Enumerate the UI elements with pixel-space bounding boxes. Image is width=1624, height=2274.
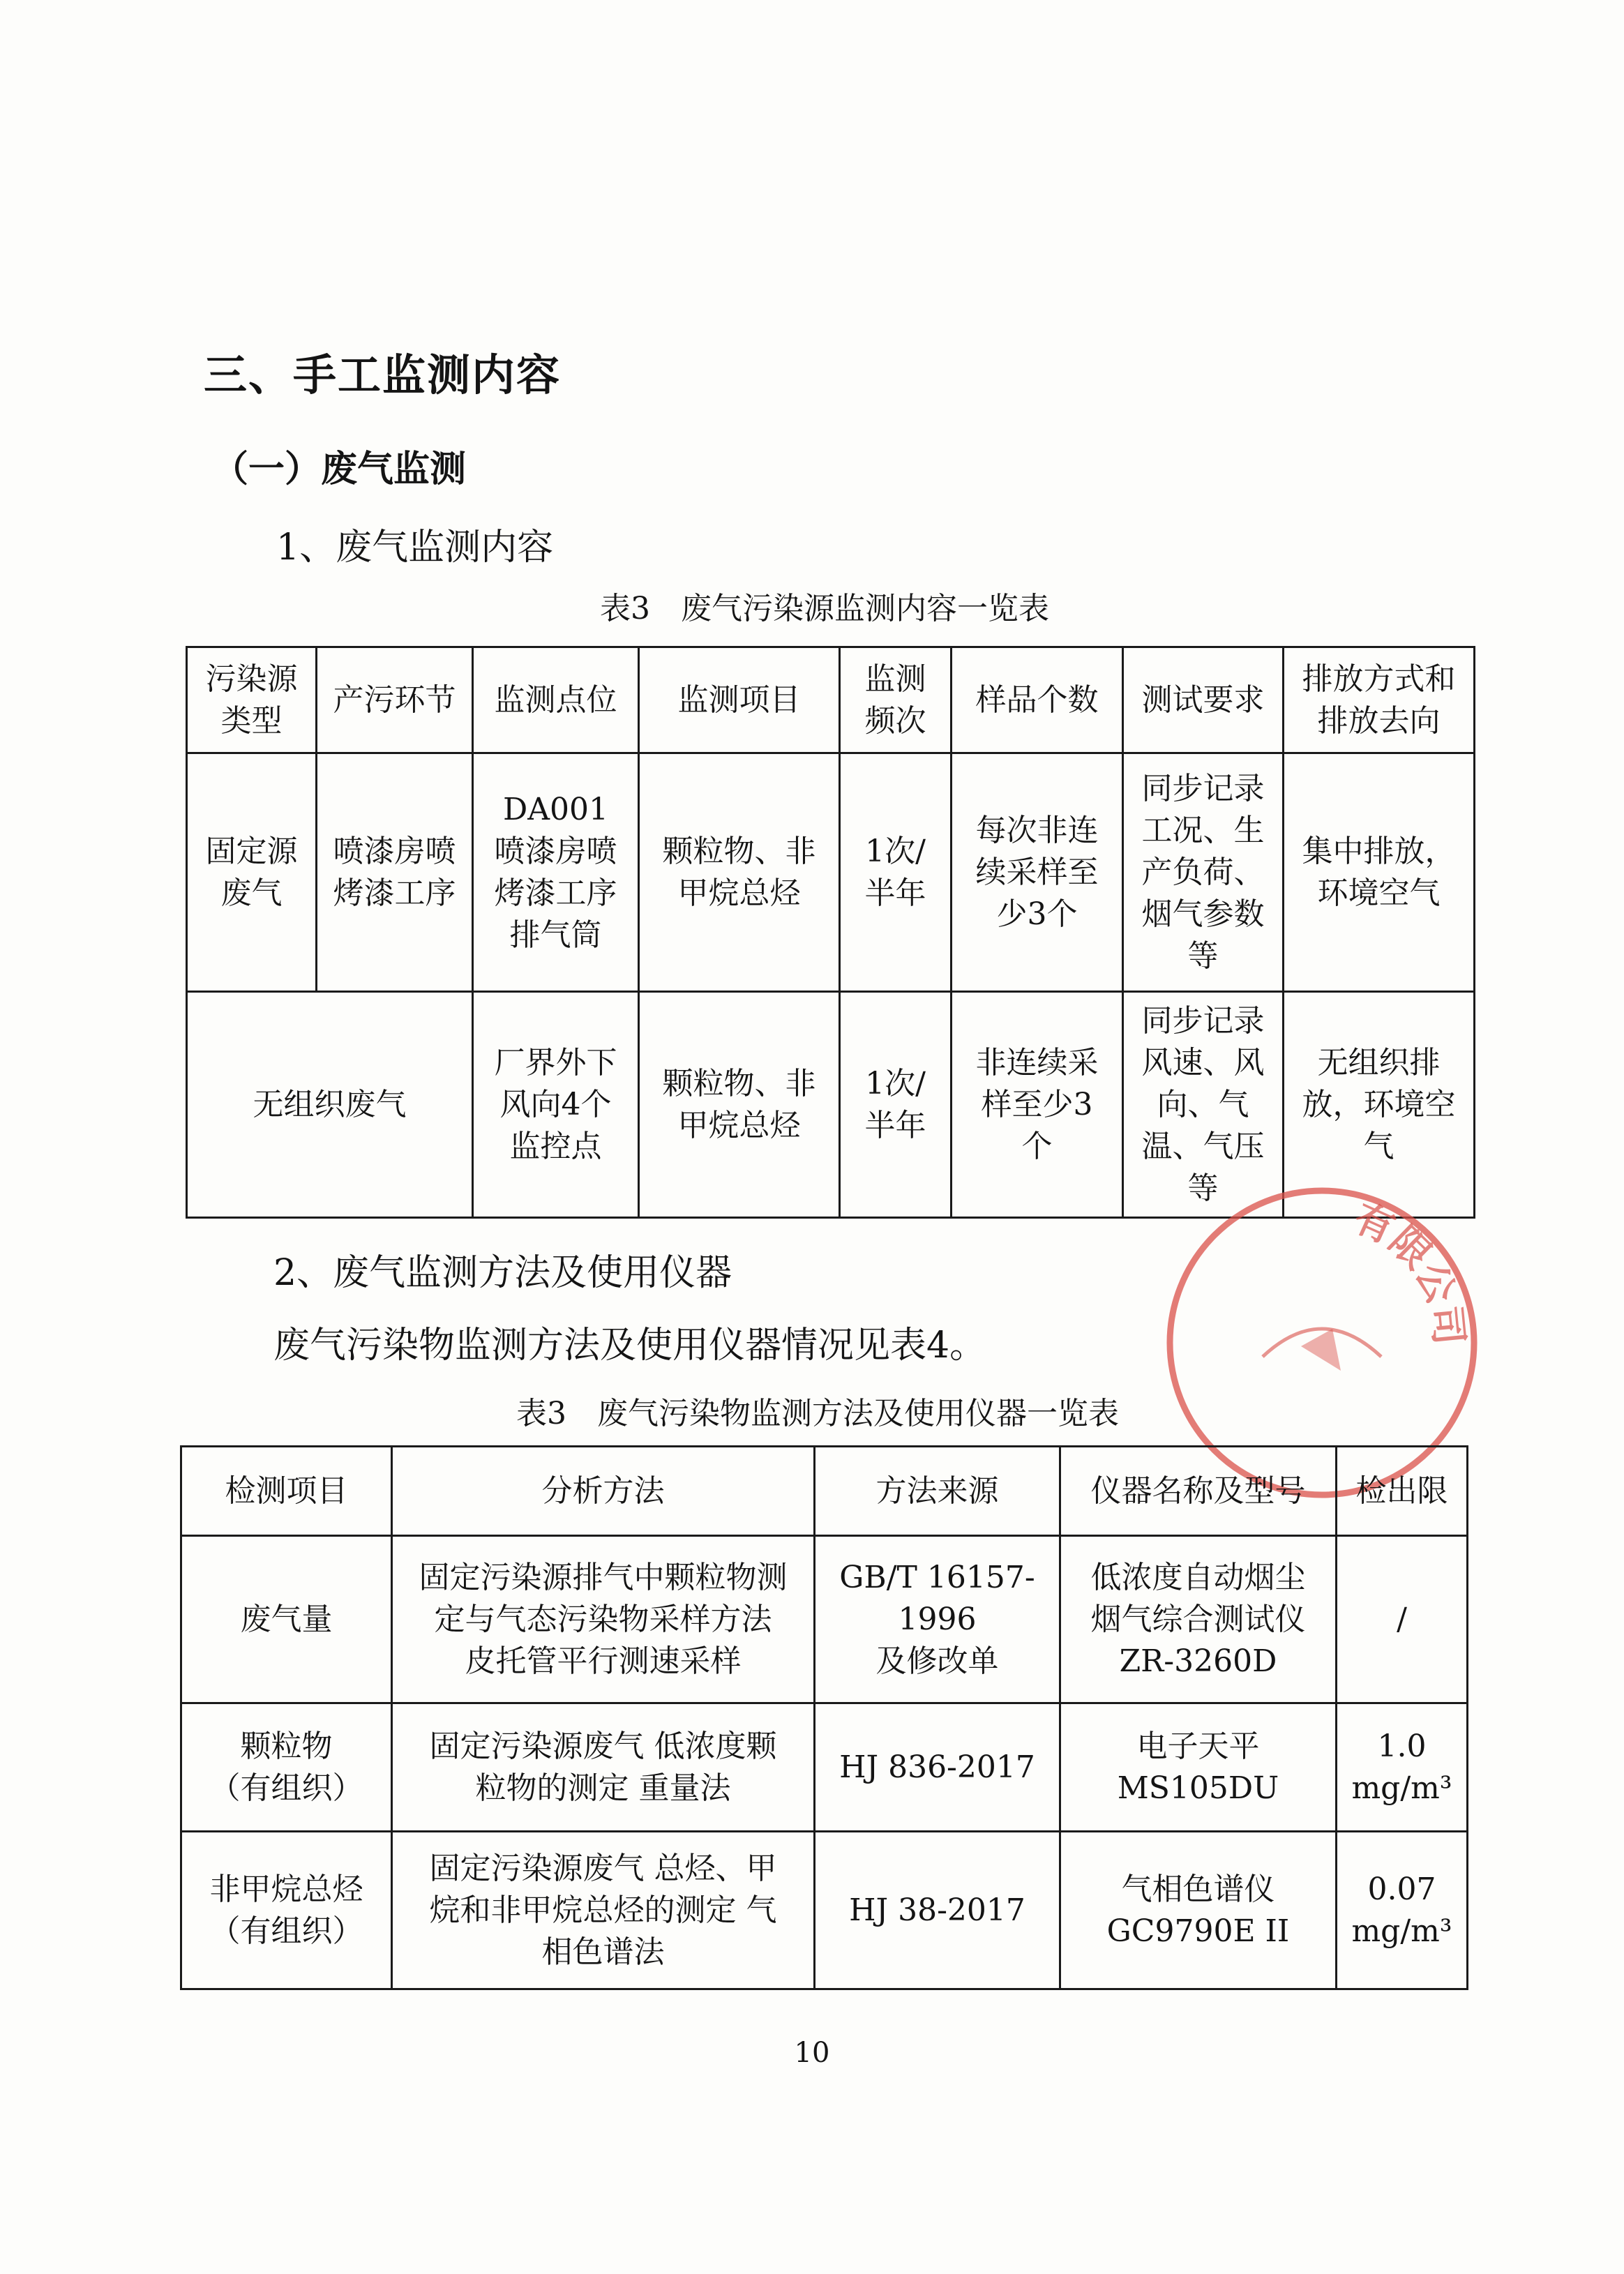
page-number: 10 [794,2037,830,2069]
table-row [181,1536,1468,1703]
source-type-cell: 无组织废气 [187,992,473,1218]
table1-header-row [187,647,1475,753]
instrument-cell: 气相色谱仪 GC9790E II [1060,1832,1337,1989]
table2-header-cell: 分析方法 [392,1447,815,1536]
table2-header-cell: 检出限 [1337,1447,1468,1536]
table-row [181,1703,1468,1832]
limit-cell: / [1337,1536,1468,1703]
requirements-cell: 同步记录 风速、风 向、气 温、气压 等 [1123,992,1284,1218]
method-cell: 固定污染源废气 总烃、甲 烷和非甲烷总烃的测定 气 相色谱法 [392,1832,815,1989]
table1-header-cell: 监测点位 [473,647,639,753]
method-cell: 固定污染源废气 低浓度颗 粒物的测定 重量法 [392,1703,815,1832]
discharge-cell: 无组织排 放，环境空 气 [1284,992,1475,1218]
items-cell: 颗粒物、非 甲烷总烃 [639,753,840,992]
item-cell: 非甲烷总烃 （有组织） [181,1832,392,1989]
item-cell: 颗粒物 （有组织） [181,1703,392,1832]
table1-header-cell: 污染源 类型 [187,647,317,753]
limit-cell: 1.0 mg/m³ [1337,1703,1468,1832]
table2-header-cell: 仪器名称及型号 [1060,1447,1337,1536]
section2-title: 2、废气监测方法及使用仪器 [273,1252,732,1294]
table1-header-cell: 样品个数 [952,647,1123,753]
instrument-cell: 低浓度自动烟尘 烟气综合测试仪 ZR-3260D [1060,1536,1337,1703]
svg-text:有限公司: 有限公司 [1346,1195,1472,1347]
samples-cell: 非连续采 样至少3 个 [952,992,1123,1218]
instrument-cell: 电子天平 MS105DU [1060,1703,1337,1832]
discharge-cell: 集中排放， 环境空气 [1284,753,1475,992]
limit-cell: 0.07 mg/m³ [1337,1832,1468,1989]
samples-cell: 每次非连 续采样至 少3个 [952,753,1123,992]
table2-caption: 表3 废气污染物监测方法及使用仪器一览表 [516,1396,1119,1431]
table2 [180,1445,1468,1990]
table1 [186,646,1475,1219]
table1-header-cell: 监测 频次 [840,647,952,753]
frequency-cell: 1次/ 半年 [840,992,952,1218]
table1-header-cell: 测试要求 [1123,647,1284,753]
item-cell: 废气量 [181,1536,392,1703]
section-heading: 三、手工监测内容 [204,349,562,400]
point-cell: 厂界外下 风向4个 监控点 [473,992,639,1218]
table-row [187,753,1475,992]
source-cell: HJ 836-2017 [815,1703,1060,1832]
table-row [181,1832,1468,1989]
point-cell: DA001 喷漆房喷 烤漆工序 排气筒 [473,753,639,992]
source-type-cell: 固定源 废气 [187,753,317,992]
method-cell: 固定污染源排气中颗粒物测 定与气态污染物采样方法 皮托管平行测速采样 [392,1536,815,1703]
source-cell: HJ 38-2017 [815,1832,1060,1989]
table2-header-cell: 方法来源 [815,1447,1060,1536]
table1-header-cell: 监测项目 [639,647,840,753]
items-cell: 颗粒物、非 甲烷总烃 [639,992,840,1218]
source-cell: GB/T 16157- 1996 及修改单 [815,1536,1060,1703]
table2-header-row [181,1447,1468,1536]
requirements-cell: 同步记录 工况、生 产负荷、 烟气参数 等 [1123,753,1284,992]
process-cell: 喷漆房喷 烤漆工序 [317,753,473,992]
table1-header-cell: 产污环节 [317,647,473,753]
table2-header-cell: 检测项目 [181,1447,392,1536]
section2-text: 废气污染物监测方法及使用仪器情况见表4。 [273,1325,986,1366]
table1-caption: 表3 废气污染源监测内容一览表 [600,591,1049,626]
frequency-cell: 1次/ 半年 [840,753,952,992]
table1-header-cell: 排放方式和 排放去向 [1284,647,1475,753]
section1-title: 1、废气监测内容 [276,527,554,568]
subsection-heading: （一）废气监测 [212,449,467,490]
